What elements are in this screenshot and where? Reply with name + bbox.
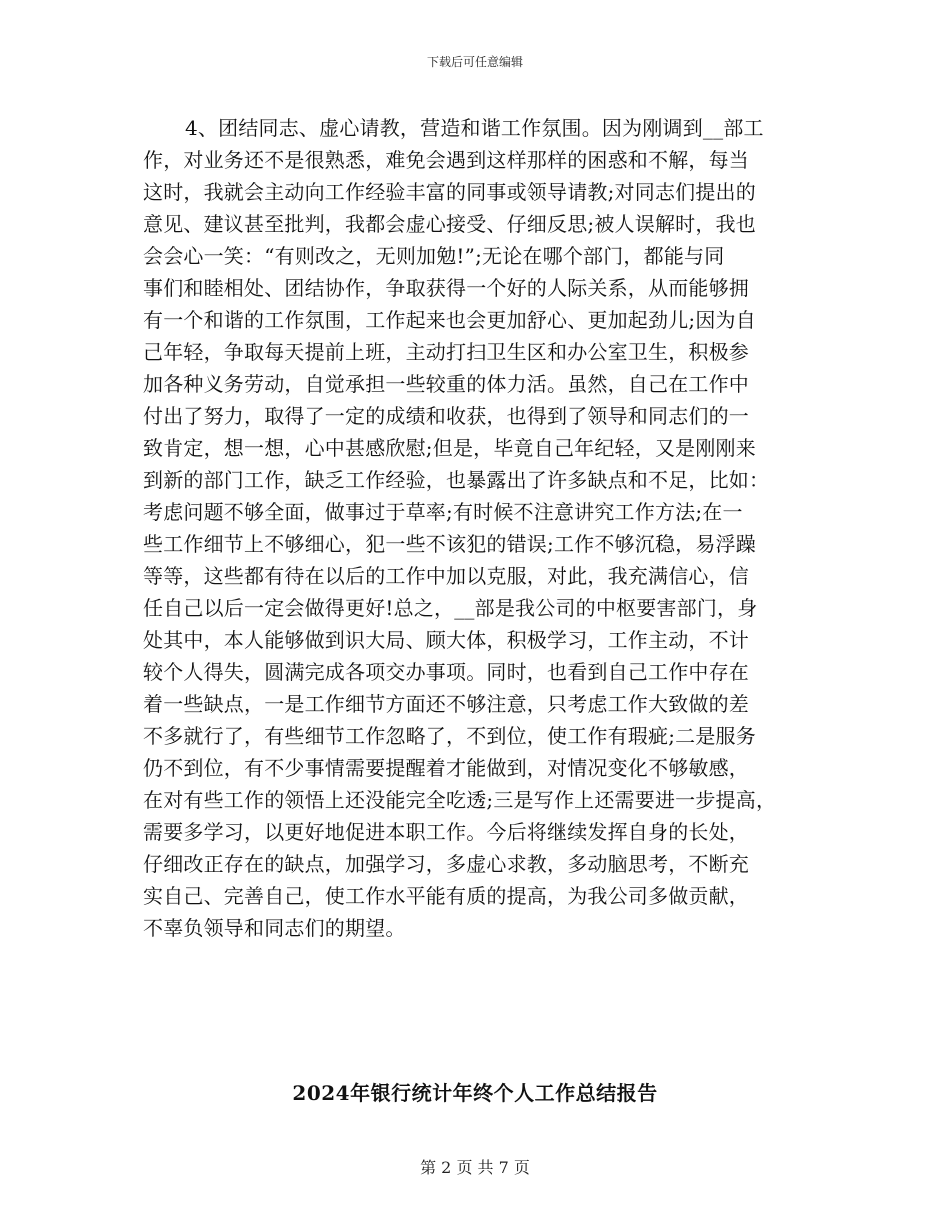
body-paragraph <box>143 112 823 944</box>
paragraph-line: 付出了努力，取得了一定的成绩和收获，也得到了领导和同志们的一 <box>143 404 749 428</box>
section-title: 2024年银行统计年终个人工作总结报告 <box>292 1081 658 1105</box>
paragraph-line: 着一些缺点，一是工作细节方面还不够注意，只考虑工作大致做的差 <box>143 692 749 716</box>
paragraph-line: 不辜负领导和同志们的期望。 <box>143 916 406 940</box>
paragraph-line: 处其中，本人能够做到识大局、顾大体，积极学习，工作主动，不计 <box>143 628 749 652</box>
paragraph-line: 在对有些工作的领悟上还没能完全吃透;三是写作上还需要进一步提高， <box>143 788 777 812</box>
paragraph-line: 意见、建议甚至批判，我都会虚心接受、仔细反思;被人误解时，我也 <box>143 212 756 236</box>
paragraph-line: 作，对业务还不是很熟悉，难免会遇到这样那样的困惑和不解，每当 <box>143 148 749 172</box>
page-header: 下载后可任意编辑 <box>426 55 523 69</box>
paragraph-line: 实自己、完善自己，使工作水平能有质的提高，为我公司多做贡献， <box>143 884 749 908</box>
paragraph-line: 任自己以后一定会做得更好!总之，__部是我公司的中枢要害部门，身 <box>143 596 758 620</box>
paragraph-line: 到新的部门工作，缺乏工作经验，也暴露出了许多缺点和不足，比如： <box>143 468 770 492</box>
paragraph-line: 加各种义务劳动，自觉承担一些较重的体力活。虽然，自己在工作中 <box>143 372 749 396</box>
paragraph-line: 较个人得失，圆满完成各项交办事项。同时，也看到自己工作中存在 <box>143 660 749 684</box>
paragraph-line: 等等，这些都有待在以后的工作中加以克服，对此，我充满信心，信 <box>143 564 749 588</box>
paragraph-line: 仍不到位，有不少事情需要提醒着才能做到，对情况变化不够敏感， <box>143 756 749 780</box>
paragraph-line: 这时，我就会主动向工作经验丰富的同事或领导请教;对同志们提出的 <box>143 180 756 204</box>
paragraph-line: 不多就行了，有些细节工作忽略了，不到位，使工作有瑕疵;二是服务 <box>143 724 756 748</box>
paragraph-line: 事们和睦相处、团结协作，争取获得一个好的人际关系，从而能够拥 <box>143 276 749 300</box>
paragraph-line: 考虑问题不够全面，做事过于草率;有时候不注意讲究工作方法;在一 <box>143 500 743 524</box>
paragraph-line: 仔细改正存在的缺点，加强学习，多虚心求教，多动脑思考，不断充 <box>143 852 749 876</box>
paragraph-line: 4、团结同志、虚心请教，营造和谐工作氛围。因为刚调到__部工 <box>185 116 764 140</box>
paragraph-line: 会会心一笑：“有则改之，无则加勉!”;无论在哪个部门，都能与同 <box>143 244 725 268</box>
paragraph-line: 致肯定，想一想，心中甚感欣慰;但是，毕竟自己年纪轻，又是刚刚来 <box>143 436 756 460</box>
paragraph-line: 需要多学习，以更好地促进本职工作。今后将继续发挥自身的长处， <box>143 820 749 844</box>
paragraph-line: 些工作细节上不够细心，犯一些不该犯的错误;工作不够沉稳，易浮躁 <box>143 532 756 556</box>
paragraph-line: 己年轻，争取每天提前上班，主动打扫卫生区和办公室卫生，积极参 <box>143 340 749 364</box>
paragraph-line: 有一个和谐的工作氛围，工作起来也会更加舒心、更加起劲儿;因为自 <box>143 308 756 332</box>
page-footer: 第 2 页 共 7 页 <box>420 1158 530 1177</box>
